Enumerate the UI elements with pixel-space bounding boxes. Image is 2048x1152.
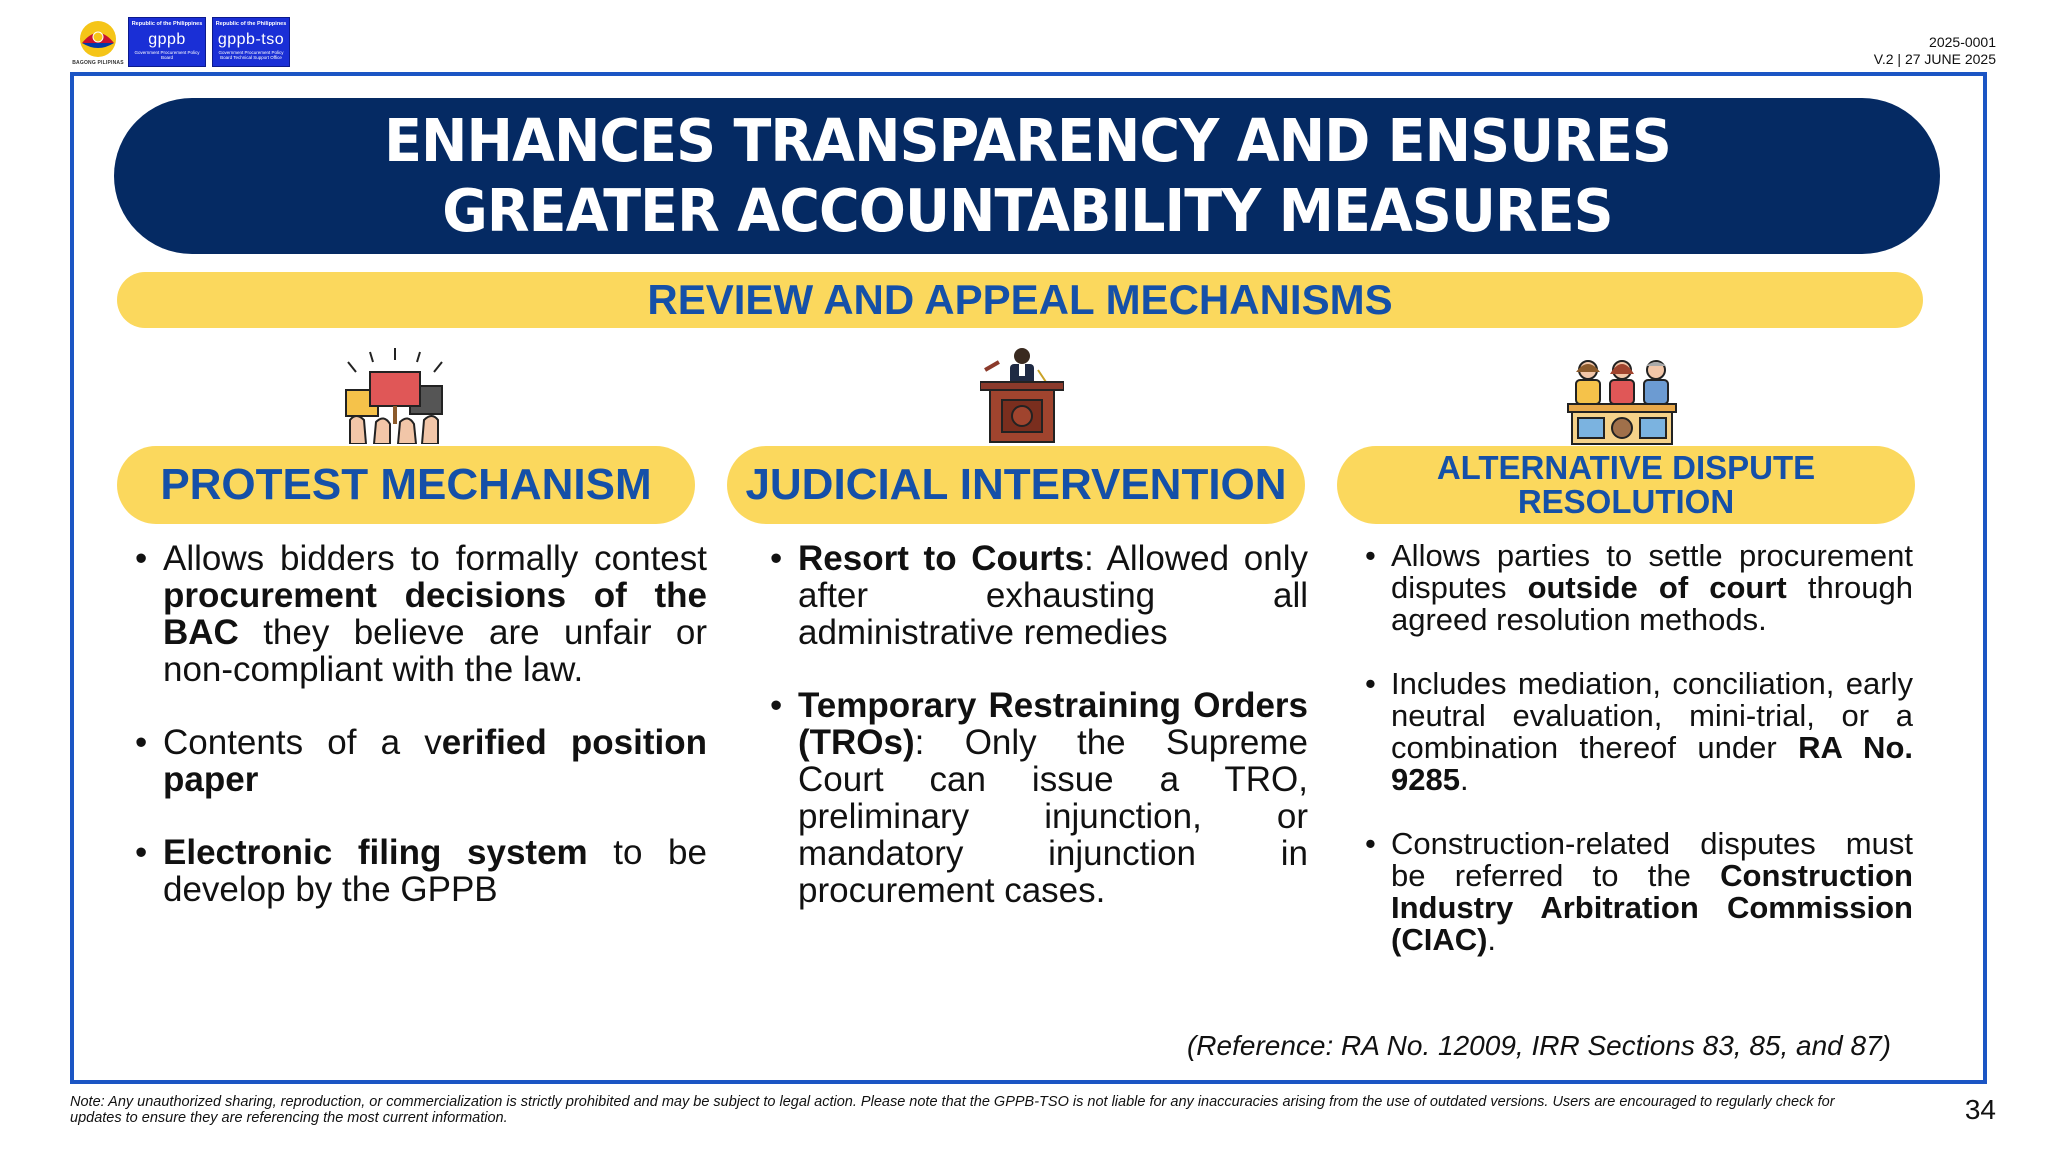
subtitle-banner xyxy=(117,272,1923,328)
list-item: • Allows parties to settle procurement disputes outside of court through agreed resolution methods. xyxy=(1391,540,1913,636)
list-item: • Construction-related disputes must be referred to the Construction Industry Arbitration Commission (CIAC). xyxy=(1391,828,1913,956)
page-title: ENHANCES TRANSPARENCY AND ENSURES GREATER ACCOUNTABILITY MEASURES xyxy=(383,106,1671,245)
subtitle: REVIEW AND APPEAL MECHANISMS xyxy=(647,276,1393,323)
panel-icon xyxy=(1566,358,1678,448)
gppb-tso-logo: Republic of the Philippines gppb-tso Government Procurement Policy Board Technical Support Office xyxy=(212,17,290,67)
title-banner xyxy=(114,98,1940,254)
bagong-pilipinas-logo xyxy=(74,17,122,71)
document-version: V.2 | 27 JUNE 2025 xyxy=(1873,51,1996,67)
adr-heading: ALTERNATIVE DISPUTE RESOLUTION xyxy=(1337,446,1915,524)
list-item: • Contents of a verified position paper xyxy=(163,724,707,798)
adr-bullet-list xyxy=(1363,540,1913,988)
reference-citation: (Reference: RA No. 12009, IRR Sections 83, 85, and 87) xyxy=(1186,1030,1891,1061)
protest-mechanism-heading: PROTEST MECHANISM xyxy=(117,446,695,524)
protest-bullet-list xyxy=(135,540,707,944)
list-item: • Electronic filing system to be develop by the GPPB xyxy=(163,834,707,908)
footer-note: Note: Any unauthorized sharing, reproduction, or commercialization is strictly prohibited and may be subject to legal action. Please note that the GPPB-TSO is not liable for any inaccuracies arising from the use of outdated versions. Users are encouraged to regularly check for updates to ensure they are referencing the most current information. xyxy=(70,1094,1835,1126)
judge-icon xyxy=(980,346,1064,444)
list-item: • Includes mediation, conciliation, early neutral evaluation, mini-trial, or a combination thereof under RA No. 9285. xyxy=(1391,668,1913,796)
document-number: 2025-0001 xyxy=(1929,34,1996,50)
list-item: • Resort to Courts: Allowed only after exhausting all administrative remedies xyxy=(798,540,1308,651)
judicial-intervention-heading: JUDICIAL INTERVENTION xyxy=(727,446,1305,524)
list-item: • Allows bidders to formally contest procurement decisions of the BAC they believe are unfair or non-compliant with the law. xyxy=(163,540,707,688)
header-logos xyxy=(74,17,290,71)
sun-emblem-icon xyxy=(76,17,120,59)
document-meta xyxy=(1874,34,1996,68)
page-number: 34 xyxy=(1964,1094,1996,1125)
protest-icon xyxy=(340,348,450,444)
list-item: • Temporary Restraining Orders (TROs): Only the Supreme Court can issue a TRO, preliminary injunction, or mandatory injunction in procurement cases. xyxy=(798,687,1308,909)
gppb-logo: Republic of the Philippines gppb Government Procurement Policy Board xyxy=(128,17,206,67)
judicial-bullet-list xyxy=(770,540,1308,945)
ph-logo-label: BAGONG PILIPINAS xyxy=(72,60,124,66)
